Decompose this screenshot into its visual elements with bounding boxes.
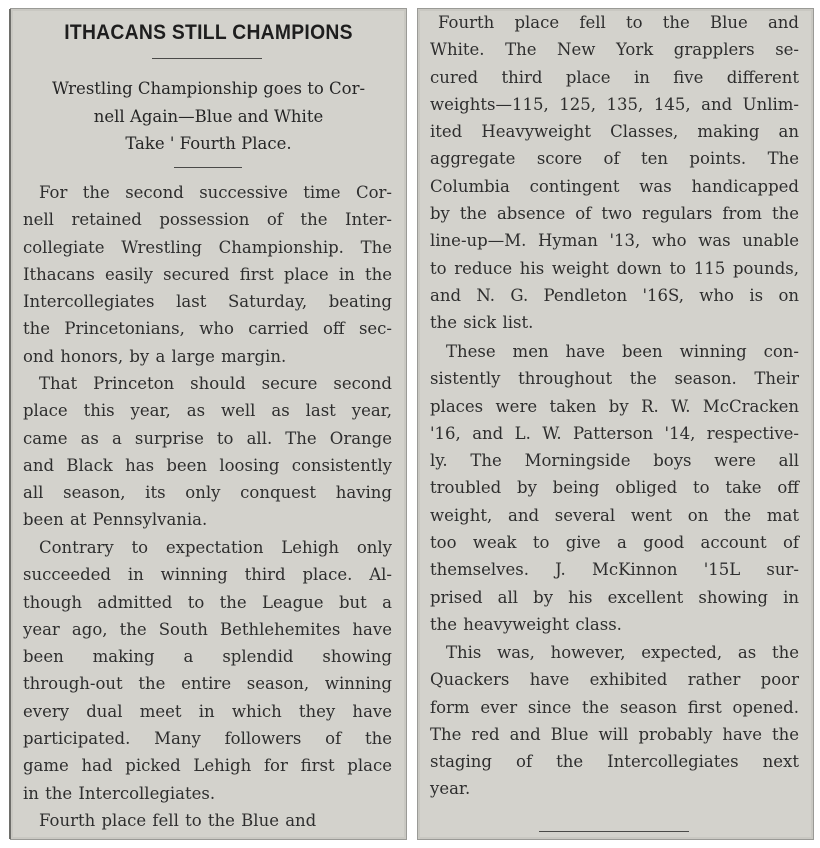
text-line: in the Intercollegiates. xyxy=(23,783,216,803)
headline-rule xyxy=(152,58,262,59)
text-line: collegiate Wrestling Championship. The xyxy=(23,237,392,257)
text-line: White. The New York grapplers se- xyxy=(430,40,799,60)
text-line: by the absence of two regulars from the xyxy=(430,204,799,224)
subheadline xyxy=(25,75,392,158)
text-line: ited Heavyweight Classes, making an xyxy=(430,122,799,142)
text-line: weight, and several went on the mat xyxy=(430,505,799,525)
text-line: the Princetonians, who carried off sec- xyxy=(23,319,392,339)
text-line: themselves. J. McKinnon '15L sur- xyxy=(430,560,799,580)
text-line: though admitted to the League but a xyxy=(23,592,392,612)
text-line: came as a surprise to all. The Orange xyxy=(23,428,392,448)
subhead-line: Wrestling Championship goes to Cor- xyxy=(51,79,366,98)
text-line: succeeded in winning third place. Al- xyxy=(23,565,392,585)
text-line: line-up—M. Hyman '13, who was unable xyxy=(430,231,799,251)
text-line: year. xyxy=(430,779,471,799)
text-line: aggregate score of ten points. The xyxy=(430,149,799,169)
text-line: ly. The Morningside boys were all xyxy=(430,451,799,471)
text-line: Fourth place fell to the Blue and xyxy=(438,13,799,32)
paragraph-2 xyxy=(23,370,392,534)
text-line: the sick list. xyxy=(430,313,534,333)
text-line: Intercollegiates last Saturday, beating xyxy=(23,292,392,312)
text-line: to reduce his weight down to 115 pounds, xyxy=(430,258,799,278)
paragraph-1 xyxy=(23,179,392,370)
text-line: Quackers have exhibited rather poor xyxy=(430,670,799,690)
paragraph-3 xyxy=(23,534,392,807)
text-line: game had picked Lehigh for first place xyxy=(23,756,392,776)
text-line: troubled by being obliged to take off xyxy=(430,478,799,498)
text-line: staging of the Intercollegiates next xyxy=(430,752,799,772)
text-line: place this year, as well as last year, xyxy=(23,401,392,421)
text-line: been at Pennsylvania. xyxy=(23,510,208,530)
text-line: ond honors, by a large margin. xyxy=(23,346,287,366)
text-line: Ithacans easily secured first place in the xyxy=(23,264,392,284)
headline: ITHACANS STILL CHAMPIONS xyxy=(64,21,353,44)
text-line: form ever since the season first opened. xyxy=(430,697,799,717)
column-border xyxy=(9,9,11,839)
text-line: participated. Many followers of the xyxy=(23,729,392,749)
text-line: year ago, the South Bethlehemites have xyxy=(23,619,392,639)
text-line: '16, and L. W. Patterson '14, respective- xyxy=(430,423,799,443)
text-line: The red and Blue will probably have the xyxy=(430,724,799,744)
text-line: the heavyweight class. xyxy=(430,614,622,634)
text-line: prised all by his excellent showing in xyxy=(430,587,799,607)
text-line: That Princeton should secure second xyxy=(39,374,392,393)
text-line: through-out the entire season, winning xyxy=(23,674,392,694)
text-line: and Black has been loosing consistently xyxy=(23,455,392,475)
subhead-line: nell Again—Blue and White xyxy=(93,106,324,126)
text-line: all season, its only conquest having xyxy=(23,483,392,503)
text-line: These men have been winning con- xyxy=(446,342,799,361)
end-rule xyxy=(539,831,689,832)
text-line: every dual meet in which they have xyxy=(23,701,392,721)
text-line: This was, however, expected, as the xyxy=(446,643,799,662)
paragraph-2 xyxy=(430,338,799,638)
text-line: nell retained possession of the Inter- xyxy=(23,210,392,230)
text-line: For the second successive time Cor- xyxy=(39,183,392,202)
text-line: Columbia contingent was handicapped xyxy=(430,176,799,196)
text-line: Fourth place fell to the Blue and xyxy=(39,811,317,830)
text-line: places were taken by R. W. McCracken xyxy=(430,396,799,416)
left-column xyxy=(10,8,407,840)
subhead-rule xyxy=(174,167,242,168)
text-line: cured third place in five different xyxy=(430,67,799,87)
text-line: too weak to give a good account of xyxy=(430,533,799,553)
subhead-line: Take ' Fourth Place. xyxy=(125,134,292,153)
paragraph-4 xyxy=(23,807,392,834)
text-line: and N. G. Pendleton '16S, who is on xyxy=(430,285,799,305)
paragraph-1 xyxy=(430,9,799,337)
text-line: weights—115, 125, 135, 145, and Unlim- xyxy=(430,94,799,114)
text-line: Contrary to expectation Lehigh only xyxy=(39,538,392,557)
text-line: been making a splendid showing xyxy=(23,647,392,667)
paragraph-3 xyxy=(430,639,799,803)
right-column xyxy=(417,8,814,840)
text-line: sistently throughout the season. Their xyxy=(430,369,799,389)
